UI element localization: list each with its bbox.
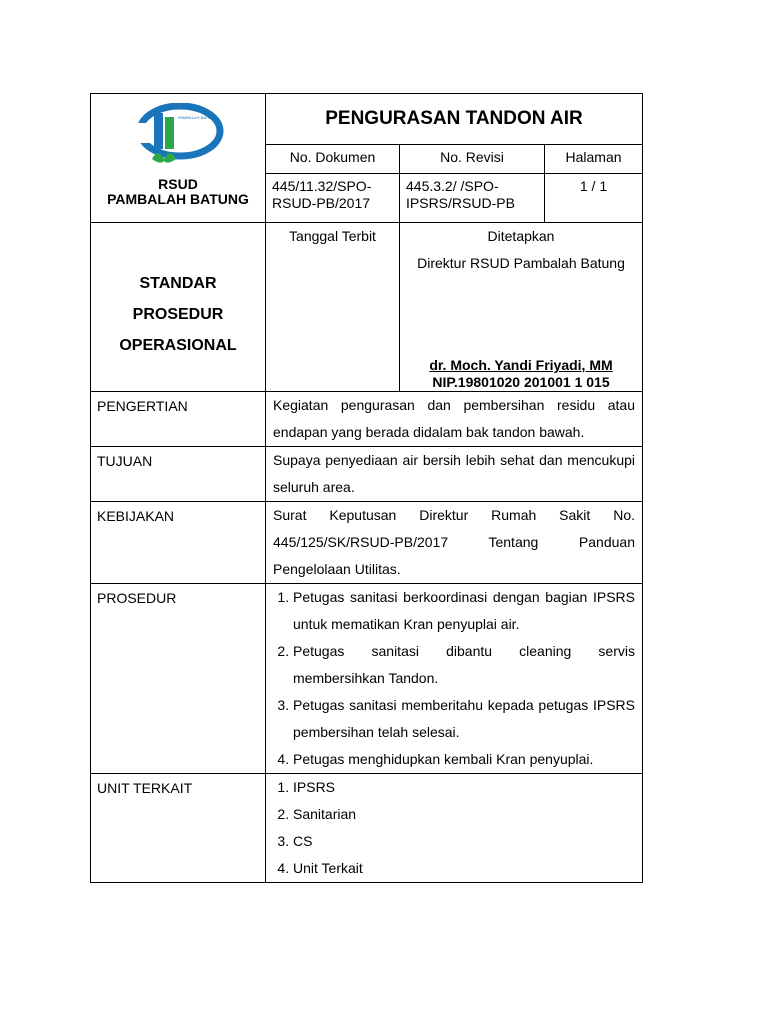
sop-heading-line1: STANDAR bbox=[139, 275, 217, 292]
no-revisi-label: No. Revisi bbox=[400, 145, 545, 174]
hospital-header-cell bbox=[91, 94, 266, 223]
signer-block bbox=[400, 357, 642, 391]
prosedur-list bbox=[273, 584, 635, 773]
tujuan-text: Supaya penyediaan air bersih lebih sehat dan mencukupi seluruh area. bbox=[266, 447, 643, 502]
no-dokumen-label: No. Dokumen bbox=[266, 145, 400, 174]
signer-nip: NIP.19801020 201001 1 015 bbox=[432, 374, 610, 390]
no-dokumen-value: 445/11.32/SPO-RSUD-PB/2017 bbox=[266, 173, 400, 222]
tanggal-terbit-label: Tanggal Terbit bbox=[289, 228, 376, 244]
prosedur-label: PROSEDUR bbox=[91, 584, 266, 774]
tanggal-terbit-cell bbox=[266, 223, 400, 392]
prosedur-step: 2. Petugas sanitasi dibantu cleaning servis membersihkan Tandon. bbox=[293, 638, 635, 692]
prosedur-step: 3. Petugas sanitasi memberitahu kepada petugas IPSRS pembersihan telah selesai. bbox=[293, 692, 635, 746]
unit-terkait-list bbox=[273, 774, 635, 882]
unit-item: 4. Unit Terkait bbox=[293, 855, 635, 882]
signer-name: dr. Moch. Yandi Friyadi, MM bbox=[429, 357, 613, 373]
hospital-name-line1: RSUD bbox=[158, 176, 198, 192]
sop-document bbox=[90, 93, 642, 883]
sop-table bbox=[90, 93, 643, 883]
pengertian-text: Kegiatan pengurasan dan pembersihan residu atau endapan yang berada didalam bak tandon bawah. bbox=[266, 392, 643, 447]
logo-text: PAMBALAH BATUNG bbox=[178, 115, 217, 120]
unit-item: 2. Sanitarian bbox=[293, 801, 635, 828]
hospital-name-line2: PAMBALAH BATUNG bbox=[107, 191, 249, 207]
no-revisi-value: 445.3.2/ /SPO-IPSRS/RSUD-PB bbox=[400, 173, 545, 222]
ditetapkan-cell bbox=[400, 223, 643, 392]
document-title: PENGURASAN TANDON AIR bbox=[266, 94, 643, 145]
hospital-name bbox=[97, 177, 259, 207]
prosedur-cell bbox=[266, 584, 643, 774]
sop-heading-line3: OPERASIONAL bbox=[119, 337, 237, 354]
halaman-value: 1 / 1 bbox=[545, 173, 643, 222]
sop-heading-line2: PROSEDUR bbox=[132, 306, 224, 323]
unit-terkait-cell bbox=[266, 774, 643, 883]
ditetapkan-label: Ditetapkan bbox=[487, 228, 555, 244]
unit-item: 3. CS bbox=[293, 828, 635, 855]
hospital-logo bbox=[132, 103, 224, 169]
ditetapkan-by: Direktur RSUD Pambalah Batung bbox=[417, 255, 625, 271]
prosedur-step: 4. Petugas menghidupkan kembali Kran penyuplai. bbox=[293, 746, 635, 773]
prosedur-step: 1. Petugas sanitasi berkoordinasi dengan bagian IPSRS untuk mematikan Kran penyuplai air. bbox=[293, 584, 635, 638]
tujuan-label: TUJUAN bbox=[91, 447, 266, 502]
unit-item: 1. IPSRS bbox=[293, 774, 635, 801]
unit-terkait-label: UNIT TERKAIT bbox=[91, 774, 266, 883]
sop-heading bbox=[91, 223, 266, 392]
kebijakan-label: KEBIJAKAN bbox=[91, 502, 266, 584]
halaman-label: Halaman bbox=[545, 145, 643, 174]
pengertian-label: PENGERTIAN bbox=[91, 392, 266, 447]
kebijakan-text: Surat Keputusan Direktur Rumah Sakit No. 445/125/SK/RSUD-PB/2017 Tentang Panduan Pengelolaan Utilitas. bbox=[266, 502, 643, 584]
